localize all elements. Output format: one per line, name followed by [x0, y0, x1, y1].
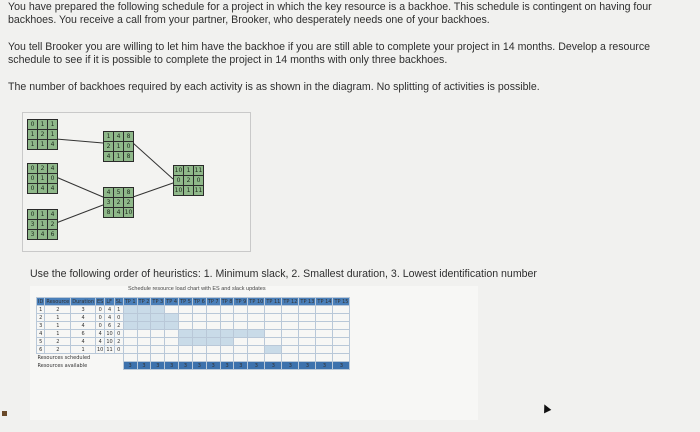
period-cell[interactable] [316, 314, 333, 322]
scheduled-cell[interactable] [234, 354, 248, 362]
side-marker-icon [2, 411, 7, 416]
period-cell[interactable] [192, 330, 206, 338]
period-cell[interactable] [123, 306, 137, 314]
period-cell[interactable] [316, 306, 333, 314]
node-cell: 4 [38, 184, 47, 193]
available-cell[interactable]: 3 [179, 362, 193, 370]
period-cell[interactable] [316, 322, 333, 330]
cell-es[interactable]: 0 [95, 314, 104, 322]
available-cell[interactable]: 3 [123, 362, 137, 370]
cell-dur[interactable]: 4 [71, 338, 96, 346]
scheduled-cell[interactable] [220, 354, 234, 362]
period-cell[interactable] [220, 306, 234, 314]
period-cell[interactable] [299, 306, 316, 314]
node-cell: 0 [28, 174, 37, 183]
cell-dur[interactable]: 1 [71, 346, 96, 354]
period-cell[interactable] [248, 314, 265, 322]
cell-sl[interactable]: 2 [114, 338, 123, 346]
cell-sl[interactable]: 0 [114, 330, 123, 338]
scheduled-cell[interactable] [165, 354, 179, 362]
period-cell[interactable] [137, 314, 151, 322]
period-cell[interactable] [299, 322, 316, 330]
period-cell[interactable] [248, 338, 265, 346]
table-row [37, 306, 350, 314]
node-cell: 2 [104, 142, 113, 151]
cell-lf[interactable]: 10 [106, 338, 113, 345]
available-cell[interactable]: 3 [299, 362, 316, 370]
period-cell[interactable] [165, 338, 179, 346]
column-header: TP 8 [221, 298, 233, 305]
cell-es[interactable]: 4 [95, 338, 104, 346]
column-header: LF [105, 298, 114, 306]
node-cell: 1 [38, 140, 47, 149]
node-cell: 1 [114, 142, 123, 151]
period-cell[interactable] [220, 330, 234, 338]
period-cell[interactable] [123, 314, 137, 322]
node-cell: 8 [124, 132, 133, 141]
cell-lf[interactable]: 6 [105, 322, 114, 330]
period-cell[interactable] [123, 322, 137, 330]
column-header: SL [115, 298, 122, 305]
node-cell: 4 [104, 188, 113, 197]
period-cell[interactable] [333, 330, 350, 338]
period-cell[interactable] [206, 306, 220, 314]
node-cell: 2 [48, 220, 57, 229]
period-cell[interactable] [248, 346, 265, 354]
available-cell[interactable]: 3 [234, 362, 248, 370]
node-cell: 0 [174, 176, 183, 185]
node-cell: 3 [28, 220, 37, 229]
column-header: TP 1 [124, 298, 136, 305]
node-cell: 1 [28, 140, 37, 149]
period-cell[interactable] [282, 306, 299, 314]
table-row [37, 346, 350, 354]
period-cell[interactable] [265, 314, 282, 322]
table-row [37, 322, 350, 330]
period-cell[interactable] [165, 322, 179, 330]
node-cell: 2 [38, 164, 47, 173]
scheduled-cell[interactable] [179, 354, 193, 362]
column-header: TP 9 [235, 298, 247, 305]
column-header: TP 10 [249, 298, 264, 305]
activity-node-1 [27, 119, 58, 150]
period-cell[interactable] [206, 314, 220, 322]
period-cell[interactable] [234, 306, 248, 314]
activity-node-5 [173, 165, 204, 196]
period-cell[interactable] [316, 338, 333, 346]
column-header: TP 13 [300, 298, 315, 305]
period-cell[interactable] [165, 314, 179, 322]
period-cell[interactable] [265, 322, 282, 330]
period-cell[interactable] [165, 306, 179, 314]
period-cell[interactable] [234, 330, 248, 338]
period-cell[interactable] [299, 338, 316, 346]
cell-lf[interactable]: 4 [105, 306, 114, 314]
period-cell[interactable] [248, 306, 265, 314]
period-cell[interactable] [220, 346, 234, 354]
table-row [37, 314, 350, 322]
column-header: Resource [46, 298, 70, 305]
period-cell[interactable] [248, 330, 265, 338]
period-cell[interactable] [265, 338, 282, 346]
node-cell: 4 [48, 210, 57, 219]
cell-res[interactable]: 1 [45, 314, 71, 322]
node-cell: 0 [28, 210, 37, 219]
available-cell[interactable]: 3 [137, 362, 151, 370]
cell-es[interactable]: 4 [95, 330, 104, 338]
node-cell: 1 [38, 174, 47, 183]
column-header: TP 12 [283, 298, 298, 305]
period-cell[interactable] [137, 330, 151, 338]
period-cell[interactable] [137, 338, 151, 346]
node-cell: 10 [124, 209, 133, 216]
node-cell: 4 [38, 230, 47, 239]
cell-res[interactable]: 2 [45, 346, 71, 354]
available-cell[interactable]: 3 [282, 362, 299, 370]
activity-node-4 [103, 187, 134, 218]
scheduled-cell[interactable] [282, 354, 299, 362]
node-cell: 1 [48, 120, 57, 129]
cell-id[interactable]: 1 [37, 306, 45, 314]
period-cell[interactable] [299, 330, 316, 338]
column-header: TP 3 [152, 298, 164, 305]
problem-paragraph-3: The number of backhoes required by each activity is as shown in the diagram. No splitting of activities is possible. [8, 81, 540, 93]
scheduled-cell[interactable] [151, 354, 165, 362]
period-cell[interactable] [151, 330, 165, 338]
available-cell[interactable]: 3 [265, 362, 282, 370]
node-cell: 8 [124, 152, 133, 161]
cell-es[interactable]: 0 [95, 322, 104, 330]
node-cell: 6 [48, 230, 57, 239]
cell-id[interactable]: 2 [37, 314, 45, 322]
scheduled-cell[interactable] [299, 354, 316, 362]
column-header: TP 5 [180, 298, 191, 305]
node-cell: 0 [28, 120, 37, 129]
period-cell[interactable] [220, 314, 234, 322]
period-cell[interactable] [179, 338, 193, 346]
node-cell: 4 [114, 132, 123, 141]
problem-paragraph-1: You have prepared the following schedule for a project in which the key resource is a backhoe. This schedule is contingent on having four backhoes. You receive a call from your partner, Brooker, who desperately needs one of your backhoes. [8, 1, 652, 26]
period-cell[interactable] [234, 338, 248, 346]
scheduled-cell[interactable] [333, 354, 350, 362]
period-cell[interactable] [265, 330, 282, 338]
period-cell[interactable] [206, 338, 220, 346]
node-cell: 4 [104, 152, 113, 161]
cell-res[interactable]: 2 [45, 338, 71, 346]
column-header: ES [96, 298, 104, 305]
node-cell: 4 [48, 164, 57, 173]
node-cell: 1 [38, 220, 47, 229]
available-cell[interactable]: 3 [192, 362, 206, 370]
node-cell: 0 [48, 174, 57, 183]
cell-id[interactable]: 4 [37, 330, 45, 338]
cell-res[interactable]: 2 [45, 306, 71, 314]
node-cell: 4 [48, 140, 57, 149]
table-row [37, 338, 350, 346]
period-cell[interactable] [333, 346, 350, 354]
available-cell[interactable]: 3 [248, 362, 265, 370]
footer-label: Resources scheduled [37, 354, 91, 361]
period-cell[interactable] [282, 346, 299, 354]
period-cell[interactable] [192, 306, 206, 314]
cell-sl[interactable]: 0 [114, 346, 123, 354]
period-cell[interactable] [151, 346, 165, 354]
scheduled-cell[interactable] [192, 354, 206, 362]
period-cell[interactable] [234, 346, 248, 354]
period-cell[interactable] [299, 314, 316, 322]
scheduled-cell[interactable] [248, 354, 265, 362]
node-cell: 8 [104, 208, 113, 217]
scheduled-cell[interactable] [137, 354, 151, 362]
node-cell: 0 [28, 164, 37, 173]
available-cell[interactable]: 3 [333, 362, 350, 370]
period-cell[interactable] [299, 346, 316, 354]
cell-dur[interactable]: 3 [71, 306, 96, 314]
node-cell: 3 [104, 198, 113, 207]
period-cell[interactable] [234, 314, 248, 322]
mouse-cursor-icon [541, 403, 552, 414]
node-cell: 10 [174, 167, 183, 174]
node-cell: 5 [114, 188, 123, 197]
node-cell: 1 [38, 120, 47, 129]
cell-es[interactable]: 0 [95, 306, 104, 314]
period-cell[interactable] [151, 338, 165, 346]
cell-lf[interactable]: 10 [106, 330, 113, 337]
period-cell[interactable] [151, 314, 165, 322]
period-cell[interactable] [123, 330, 137, 338]
period-cell[interactable] [316, 330, 333, 338]
period-cell[interactable] [265, 306, 282, 314]
node-cell: 2 [124, 198, 133, 207]
period-cell[interactable] [192, 322, 206, 330]
cell-res[interactable]: 1 [45, 330, 71, 338]
available-cell[interactable]: 3 [165, 362, 179, 370]
available-cell[interactable]: 3 [316, 362, 333, 370]
node-cell: 4 [114, 208, 123, 217]
period-cell[interactable] [179, 322, 193, 330]
column-header: ID [38, 298, 44, 305]
node-cell: 1 [104, 132, 113, 141]
table-row [37, 330, 350, 338]
period-cell[interactable] [206, 330, 220, 338]
period-cell[interactable] [179, 314, 193, 322]
node-cell: 1 [184, 166, 193, 175]
cell-res[interactable]: 1 [45, 322, 71, 330]
node-cell: 0 [194, 176, 203, 185]
node-cell: 11 [194, 187, 203, 194]
activity-node-6 [27, 209, 58, 240]
period-cell[interactable] [137, 322, 151, 330]
period-cell[interactable] [179, 306, 193, 314]
scheduled-cell[interactable] [316, 354, 333, 362]
period-cell[interactable] [151, 322, 165, 330]
node-cell: 1 [114, 152, 123, 161]
node-cell: 1 [28, 130, 37, 139]
scheduled-cell[interactable] [123, 354, 137, 362]
resource-load-sheet [30, 286, 478, 420]
footer-row [37, 362, 350, 370]
cell-es[interactable]: 10 [96, 346, 104, 353]
period-cell[interactable] [220, 338, 234, 346]
available-cell[interactable]: 3 [220, 362, 234, 370]
period-cell[interactable] [282, 330, 299, 338]
sheet-title: Schedule resource load chart with ES and slack updates [128, 286, 266, 292]
period-cell[interactable] [192, 338, 206, 346]
period-cell[interactable] [234, 322, 248, 330]
cell-lf[interactable]: 11 [106, 346, 113, 353]
node-cell: 1 [184, 186, 193, 195]
period-cell[interactable] [123, 346, 137, 354]
period-cell[interactable] [137, 346, 151, 354]
period-cell[interactable] [220, 322, 234, 330]
scheduled-cell[interactable] [265, 354, 282, 362]
period-cell[interactable] [333, 314, 350, 322]
period-cell[interactable] [206, 322, 220, 330]
node-cell: 2 [184, 176, 193, 185]
activity-node-2 [103, 131, 134, 162]
period-cell[interactable] [248, 322, 265, 330]
period-cell[interactable] [179, 330, 193, 338]
period-cell[interactable] [206, 346, 220, 354]
period-cell[interactable] [179, 346, 193, 354]
node-cell: 2 [38, 130, 47, 139]
node-cell: 3 [28, 230, 37, 239]
heuristics-instruction: Use the following order of heuristics: 1. Minimum slack, 2. Smallest duration, 3. Lowest identification number [30, 268, 537, 280]
column-header: TP 2 [138, 298, 150, 305]
period-cell[interactable] [165, 330, 179, 338]
period-cell[interactable] [123, 338, 137, 346]
cell-sl[interactable]: 1 [114, 306, 123, 314]
period-cell[interactable] [316, 346, 333, 354]
cell-id[interactable]: 6 [37, 346, 45, 354]
period-cell[interactable] [265, 346, 282, 354]
column-header: TP 11 [266, 298, 281, 305]
column-header: TP 14 [317, 298, 332, 305]
node-cell: 2 [114, 198, 123, 207]
scheduled-cell[interactable] [206, 354, 220, 362]
node-cell: 10 [174, 187, 183, 194]
period-cell[interactable] [282, 338, 299, 346]
cell-sl[interactable]: 2 [114, 322, 123, 330]
node-cell: 1 [48, 130, 57, 139]
period-cell[interactable] [192, 346, 206, 354]
period-cell[interactable] [137, 306, 151, 314]
period-cell[interactable] [333, 306, 350, 314]
period-cell[interactable] [333, 338, 350, 346]
column-header: TP 7 [207, 298, 219, 305]
column-header: TP 4 [166, 298, 178, 305]
problem-paragraph-2: You tell Brooker you are willing to let him have the backhoe if you are still able to complete your project in 14 months. Develop a resource schedule to see if it is possible to complete the project in 14 months with only three backhoes. [8, 41, 651, 66]
cell-sl[interactable]: 0 [114, 314, 123, 322]
cell-id[interactable]: 5 [37, 338, 45, 346]
column-header: TP 6 [193, 298, 205, 305]
node-cell: 8 [124, 188, 133, 197]
cell-dur[interactable]: 4 [71, 322, 96, 330]
cell-lf[interactable]: 4 [105, 314, 114, 322]
column-header: Duration [72, 298, 94, 305]
node-cell: 0 [28, 184, 37, 193]
node-cell: 0 [124, 142, 133, 151]
footer-label: Resources available [37, 362, 88, 369]
cell-dur[interactable]: 4 [71, 314, 96, 322]
period-cell[interactable] [282, 314, 299, 322]
node-cell: 4 [48, 184, 57, 193]
activity-node-3 [27, 163, 58, 194]
period-cell[interactable] [333, 322, 350, 330]
network-diagram [22, 112, 251, 252]
node-cell: 11 [194, 167, 203, 174]
resource-load-table [36, 297, 350, 370]
period-cell[interactable] [282, 322, 299, 330]
cell-dur[interactable]: 6 [71, 330, 96, 338]
available-cell[interactable]: 3 [206, 362, 220, 370]
period-cell[interactable] [165, 346, 179, 354]
node-cell: 1 [38, 210, 47, 219]
footer-row [37, 354, 350, 362]
period-cell[interactable] [151, 306, 165, 314]
period-cell[interactable] [192, 314, 206, 322]
column-header: TP 15 [334, 298, 349, 305]
available-cell[interactable]: 3 [151, 362, 165, 370]
cell-id[interactable]: 3 [37, 322, 45, 330]
